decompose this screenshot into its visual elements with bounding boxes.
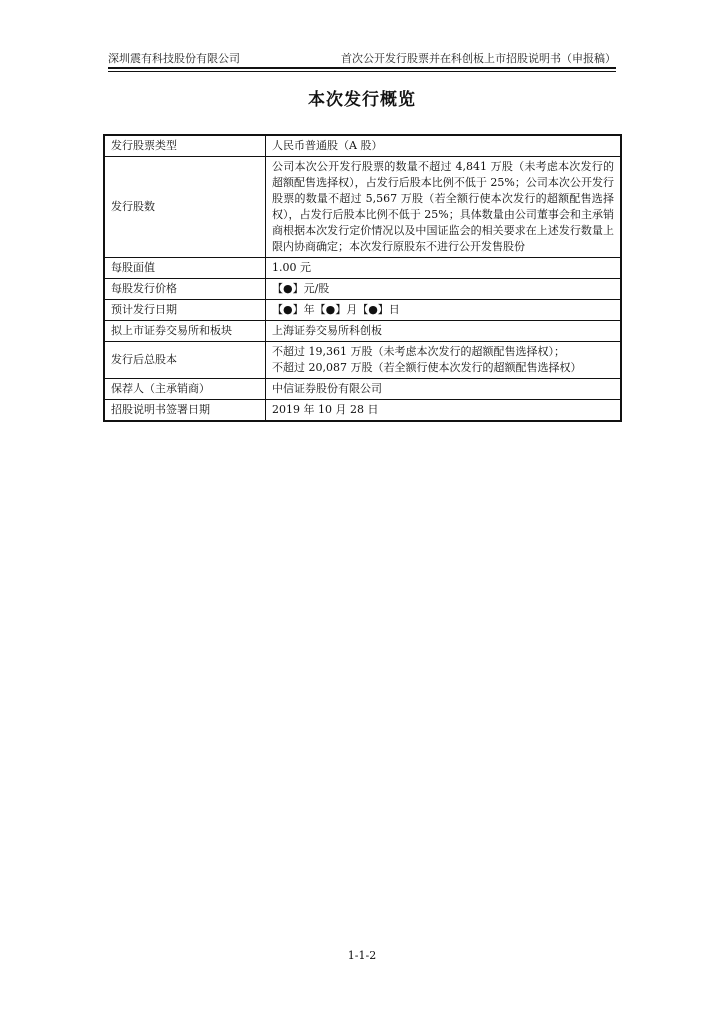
- row-value: [266, 342, 622, 379]
- header-rule-thin: [108, 71, 616, 72]
- value-line: 不超过 19,361 万股（未考虑本次发行的超额配售选择权）；: [272, 345, 565, 358]
- page-title: 本次发行概览: [308, 90, 416, 110]
- row-label: 招股说明书签署日期: [104, 400, 266, 422]
- table-row: [104, 157, 621, 258]
- row-label: 拟上市证券交易所和板块: [104, 321, 266, 342]
- header-company-name: 深圳震有科技股份有限公司: [108, 52, 240, 65]
- row-label: 保荐人（主承销商）: [104, 379, 266, 400]
- table-row: [104, 342, 621, 379]
- row-label: 发行股数: [104, 157, 266, 258]
- page-header: [108, 51, 616, 67]
- row-value: 【●】元/股: [266, 279, 622, 300]
- row-label: 每股发行价格: [104, 279, 266, 300]
- row-value: 1.00 元: [266, 258, 622, 279]
- row-label: 每股面值: [104, 258, 266, 279]
- row-value: 公司本次公开发行股票的数量不超过 4,841 万股（未考虑本次发行的超额配售选择权），占发行后股本比例不低于 25%；公司本次公开发行股票的数量不超过 5,567 万股（若全额行使本次发行的超额配售选择权），占发行后股本比例不低于 25%；具体数量由公司董事会和主承销商根据本次发行定价情况以及中国证监会的相关要求在上述发行数量上限内协商确定；本次发行原股东不进行公开发售股份: [266, 157, 622, 258]
- table-row: [104, 258, 621, 279]
- row-value: 【●】年【●】月【●】日: [266, 300, 622, 321]
- value-line: 不超过 20,087 万股（若全额行使本次发行的超额配售选择权）: [272, 361, 582, 374]
- table-row: [104, 400, 621, 422]
- row-label: 发行后总股本: [104, 342, 266, 379]
- offering-overview-table: [103, 134, 622, 422]
- row-value: 中信证券股份有限公司: [266, 379, 622, 400]
- row-value: 上海证券交易所科创板: [266, 321, 622, 342]
- table-row: [104, 300, 621, 321]
- row-value: 2019 年 10 月 28 日: [266, 400, 622, 422]
- table-row: [104, 279, 621, 300]
- row-label: 预计发行日期: [104, 300, 266, 321]
- header-rule-thick: [108, 67, 616, 69]
- row-value: 人民币普通股（A 股）: [266, 135, 622, 157]
- row-label: 发行股票类型: [104, 135, 266, 157]
- table-row: [104, 321, 621, 342]
- table-row: [104, 135, 621, 157]
- page-number: 1-1-2: [347, 949, 377, 962]
- table-row: [104, 379, 621, 400]
- header-document-title: 首次公开发行股票并在科创板上市招股说明书（申报稿）: [341, 52, 616, 65]
